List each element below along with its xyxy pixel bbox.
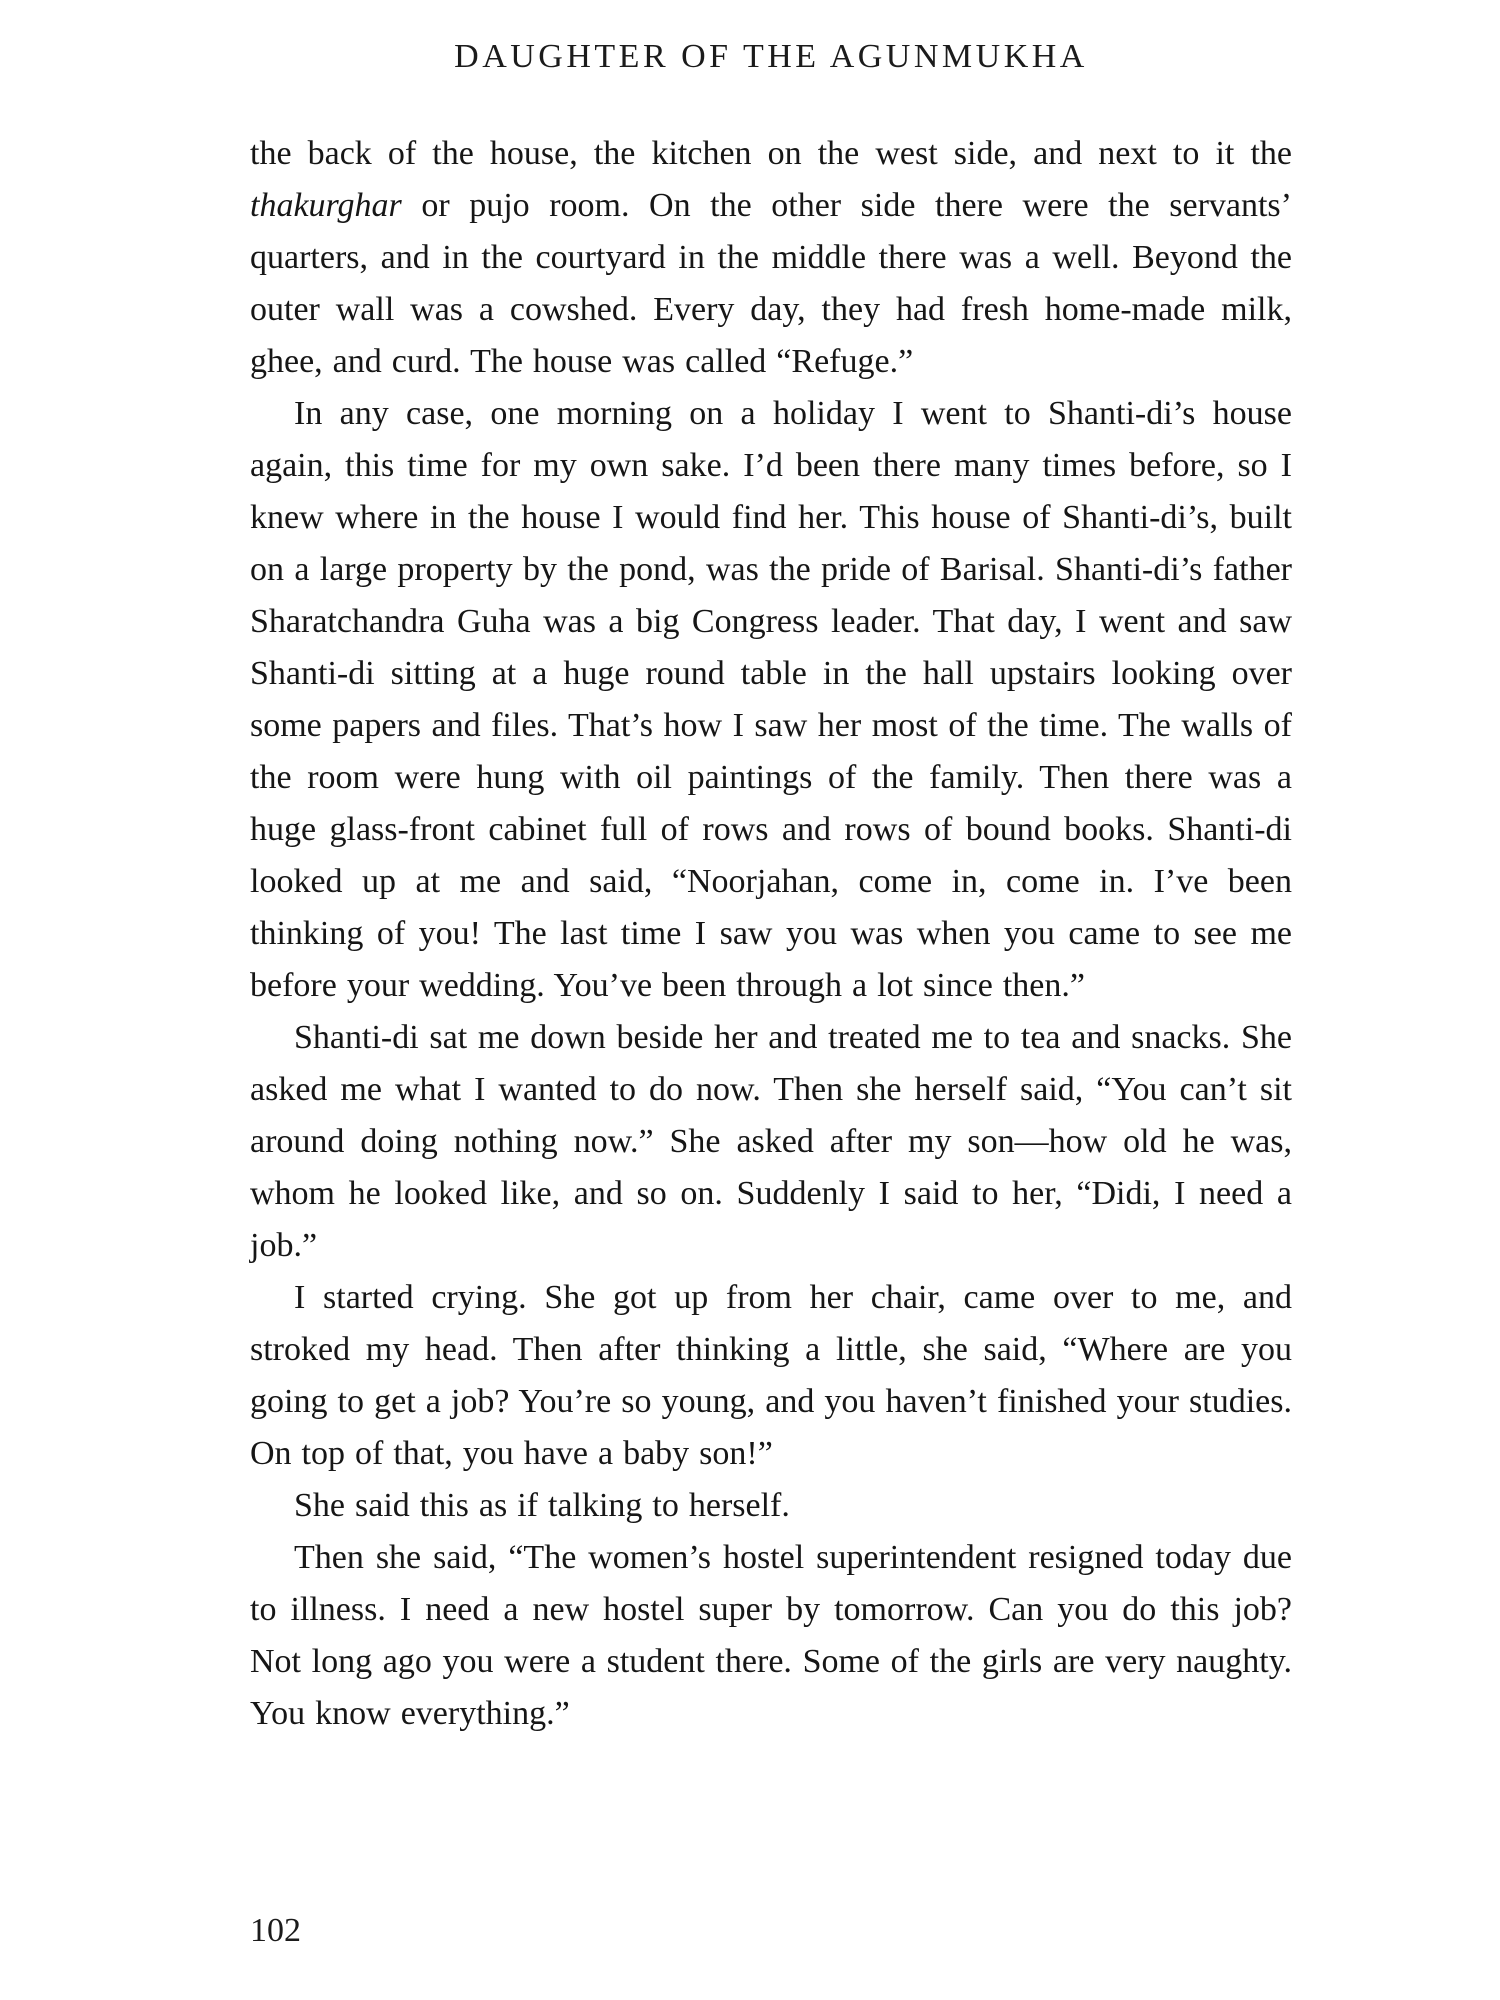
page-body [250,128,1292,1740]
paragraph: Shanti-di sat me down beside her and treated me to tea and snacks. She asked me what I wanted to do now. Then she herself said, “You can’t sit around doing nothing now.” She asked after my son—how old he was, whom he looked like, and so on. Suddenly I said to her, “Didi, I need a job.” [250,1019,1292,1264]
paragraph: In any case, one morning on a holiday I went to Shanti-di’s house again, this time for my own sake. I’d been there many times before, so I knew where in the house I would find her. This house of Shanti-di’s, built on a large property by the pond, was the pride of Barisal. Shanti-di’s father Sharatchandra Guha was a big Congress leader. That day, I went and saw Shanti-di sitting at a huge round table in the hall upstairs looking over some papers and files. That’s how I saw her most of the time. The walls of the room were hung with oil paintings of the family. Then there was a huge glass-front cabinet full of rows and rows of bound books. Shanti-di looked up at me and said, “Noorjahan, come in, come in. I’ve been thinking of you! The last time I saw you was when you came to see me before your wedding. You’ve been through a lot since then.” [250,395,1292,1004]
paragraph-text: the back of the house, the kitchen on the west side, and next to it the [250,135,1292,172]
paragraph: I started crying. She got up from her chair, came over to me, and stroked my head. Then after thinking a little, she said, “Where are you going to get a job? You’re so young, and you haven’t finished your studies. On top of that, you have a baby son!” [250,1279,1292,1472]
paragraph: Then she said, “The women’s hostel superintendent resigned today due to illness. I need a new hostel super by tomorrow. Can you do this job? Not long ago you were a student there. Some of the girls are very naughty. You know everything.” [250,1539,1292,1732]
paragraph [250,128,1292,388]
paragraph-text: or pujo room. On the other side there were the servants’ quarters, and in the courtyard in the middle there was a well. Beyond the outer wall was a cowshed. Every day, they had fresh home-made milk, ghee, and curd. The house was called “Refuge.” [250,187,1292,380]
text-block [250,38,1292,1740]
italic-term: thakurghar [250,187,402,224]
paragraph: She said this as if talking to herself. [294,1487,790,1524]
running-head: DAUGHTER OF THE AGUNMUKHA [454,38,1088,75]
page-number: 102 [250,1912,301,1949]
